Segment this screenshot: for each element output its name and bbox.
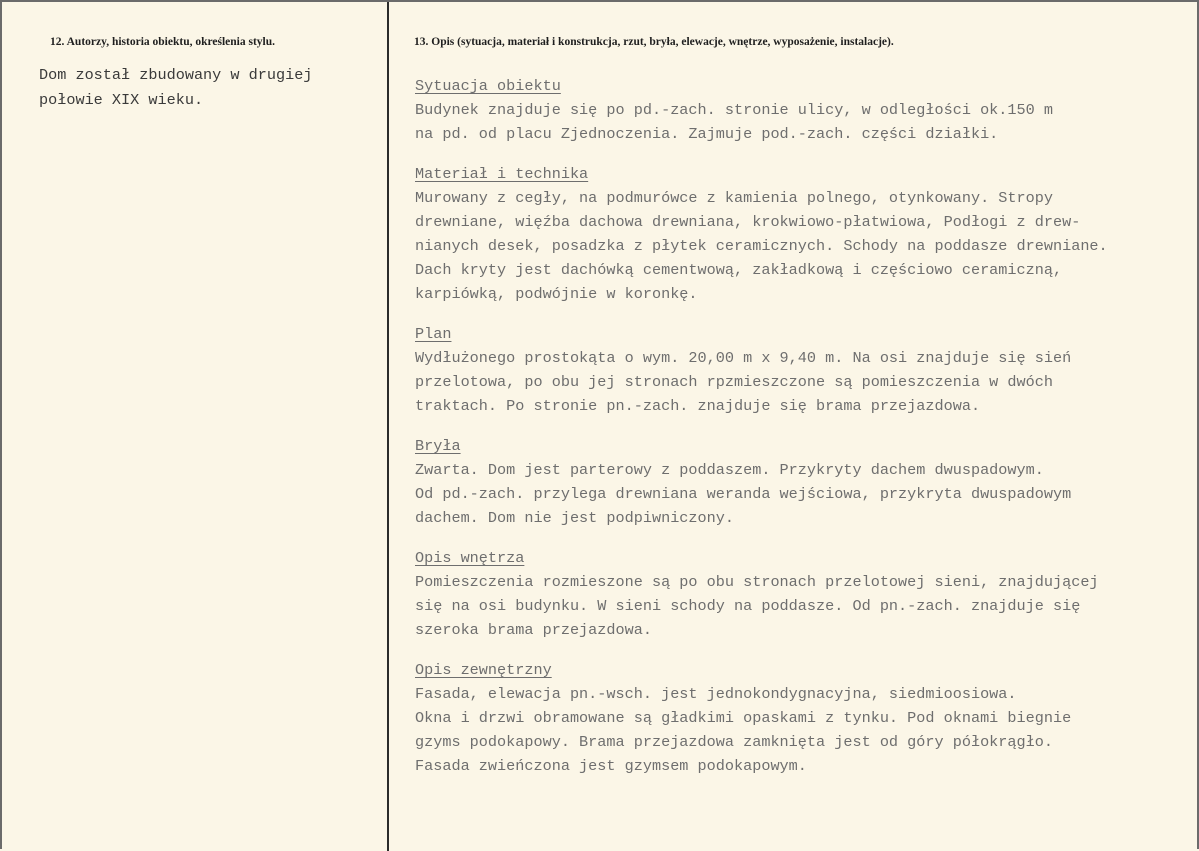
text-line: Wydłużonego prostokąta o wym. 20,00 m x 9,40 m. Na osi znajduje się sień [415,349,1072,367]
section-title: Opis wnętrza [415,549,525,567]
field-13-content [415,74,1108,778]
section-material [415,162,1108,306]
section-interior [415,546,1108,642]
text-line: przelotowa, po obu jej stronach rpzmieszczone są pomieszczenia w dwóch [415,373,1053,391]
text-line: traktach. Po stronie pn.-zach. znajduje się brama przejazdowa. [415,397,981,415]
field-12-content [39,63,312,113]
section-exterior [415,658,1108,778]
field-13-header: 13. Opis (sytuacja, materiał i konstrukcja, rzut, bryła, elewacje, wnętrze, wyposażenie, instalacje). [414,36,894,48]
text-line: Dom został zbudowany w drugiej [39,66,313,84]
field-12-header: 12. Autorzy, historia obiektu, określenia stylu. [50,36,276,48]
section-mass [415,434,1108,530]
text-line: Okna i drzwi obramowane są gładkimi opaskami z tynku. Pod oknami biegnie [415,709,1072,727]
section-title: Materiał i technika [415,165,589,183]
section-plan [415,322,1108,418]
text-line: dachem. Dom nie jest podpiwniczony. [415,509,734,527]
text-line: Pomieszczenia rozmieszone są po obu stronach przelotowej sieni, znajdującej [415,573,1099,591]
text-line: Zwarta. Dom jest parterowy z poddaszem. Przykryty dachem dwuspadowym. [415,461,1044,479]
text-line: połowie XIX wieku. [39,91,204,109]
column-divider [387,2,389,851]
text-line: Od pd.-zach. przylega drewniana weranda wejściowa, przykryta dwuspadowym [415,485,1072,503]
text-line: karpiówką, podwójnie w koronkę. [415,285,698,303]
section-title: Plan [415,325,452,343]
text-line: Dach kryty jest dachówką cementwową, zakładkową i częściowo ceramiczną, [415,261,1063,279]
section-title: Bryła [415,437,461,455]
text-line: nianych desek, posadzka z płytek ceramicznych. Schody na poddasze drewniane. [415,237,1108,255]
text-line: drewniane, więźba dachowa drewniana, krokwiowo-płatwiowa, Podłogi z drew- [415,213,1081,231]
text-line: się na osi budynku. W sieni schody na poddasze. Od pn.-zach. znajduje się [415,597,1081,615]
text-line: gzyms podokapowy. Brama przejazdowa zamknięta jest od góry półokrągło. [415,733,1053,751]
text-line: Fasada, elewacja pn.-wsch. jest jednokondygnacyjna, siedmioosiowa. [415,685,1017,703]
text-line: Budynek znajduje się po pd.-zach. stronie ulicy, w odległości ok.150 m [415,101,1053,119]
text-line: na pd. od placu Zjednoczenia. Zajmuje pod.-zach. części działki. [415,125,999,143]
text-line: szeroka brama przejazdowa. [415,621,652,639]
section-title: Sytuacja obiektu [415,77,561,95]
section-situation [415,74,1108,146]
section-title: Opis zewnętrzny [415,661,552,679]
text-line: Fasada zwieńczona jest gzymsem podokapowym. [415,757,807,775]
text-line: Murowany z cegły, na podmurówce z kamienia polnego, otynkowany. Stropy [415,189,1053,207]
